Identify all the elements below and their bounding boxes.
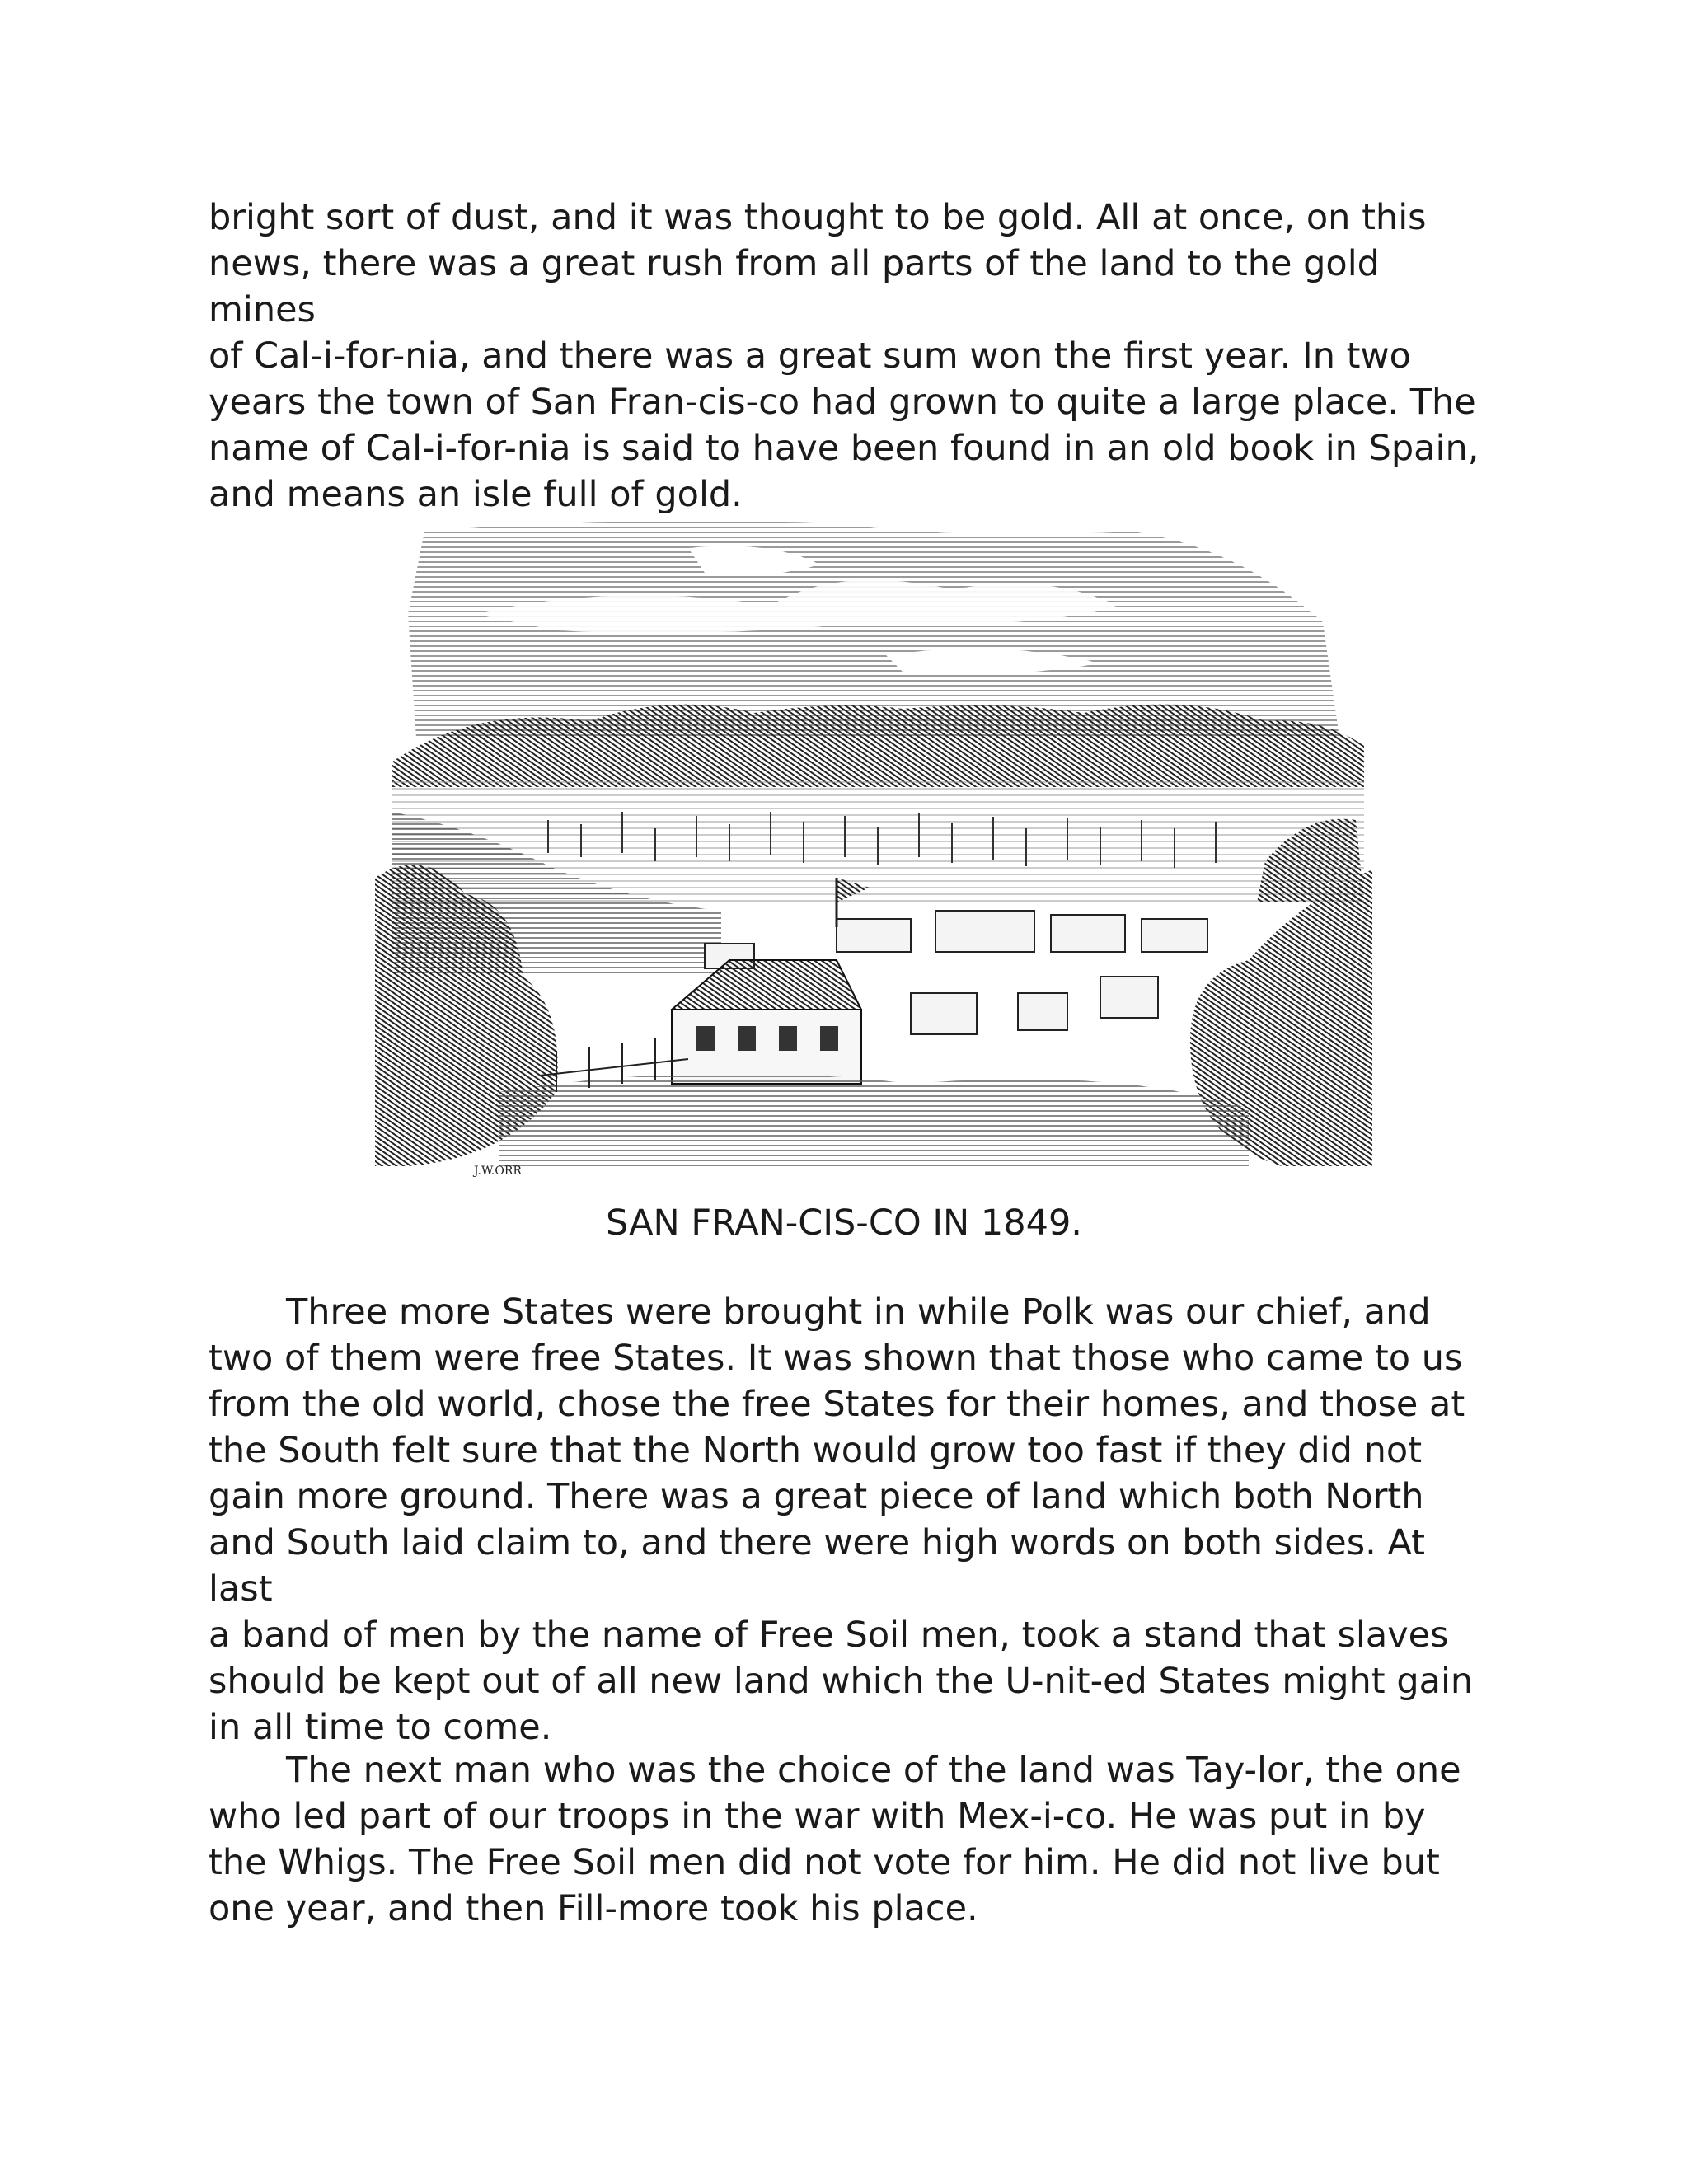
figure-caption: SAN FRAN-CIS-CO IN 1849. — [606, 1202, 1082, 1244]
engraving-illustration — [375, 515, 1372, 1183]
paragraph-2-block — [209, 1289, 1494, 1750]
engraving-san-francisco-1849 — [375, 515, 1372, 1183]
paragraph-3-block — [209, 1747, 1494, 1932]
paragraph-2: Three more States were brought in while Polk was our chief, and two of them were free States. It was shown that those who came to us from the old world, chose the free States for their homes, and those at the South felt sure that the North would grow too fast if they did not gain more ground. There was a great piece of land which both North and South laid claim to, and there were high words on both sides. At last a band of men by the name of Free Soil men, took a stand that slaves should be kept out of all new land which the U-nit-ed States might gain in all time to come. — [209, 1291, 1474, 1748]
paragraph-1: bright sort of dust, and it was thought to be gold. All at once, on this news, there was a great rush from all parts of the land to the gold mines of Cal-i-for-nia, and there was a great sum won the first year. In two years the town of San Fran-cis-co had grown to quite a large place. The name of Cal-i-for-nia is said to have been found in an old book in Spain, and means an isle full of gold. — [209, 197, 1479, 515]
paragraph-1-block — [209, 194, 1494, 518]
engraver-signature: J.W.ORR — [474, 1165, 522, 1178]
paragraph-3: The next man who was the choice of the land was Tay-lor, the one who led part of our troops in the war with Mex-i-co. He was put in by the Whigs. The Free Soil men did not vote for him. He did not live but one year, and then Fill-more took his place. — [209, 1750, 1461, 1929]
